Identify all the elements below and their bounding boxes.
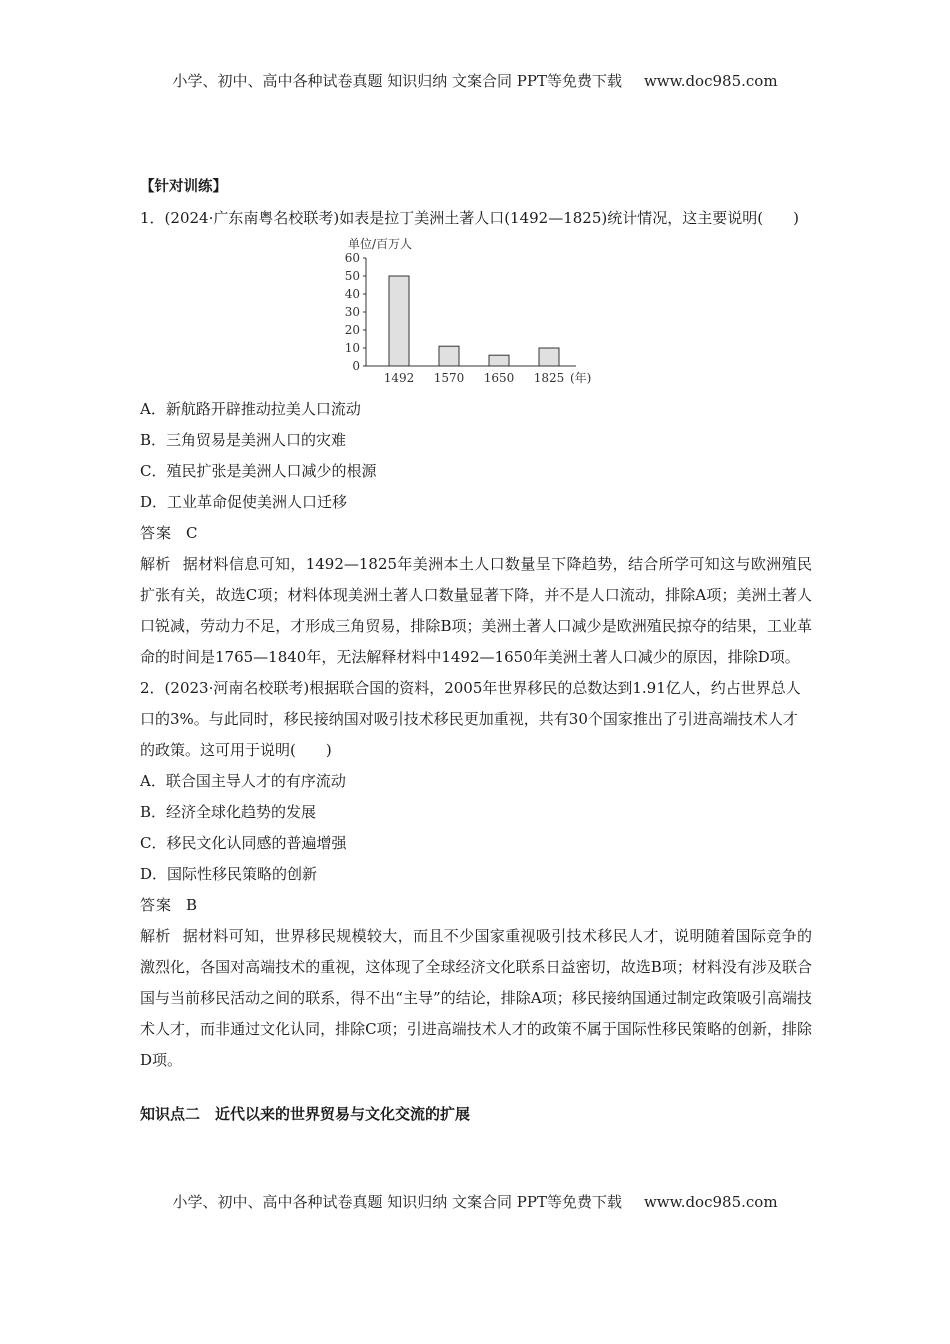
- q2-option-d: D．国际性移民策略的创新: [140, 865, 318, 883]
- x-tick-label: 1825: [533, 371, 565, 385]
- y-tick-label: 50: [344, 269, 360, 283]
- bar-1570: [439, 346, 459, 366]
- document-body: [140, 172, 812, 1130]
- x-tick-label: 1570: [433, 371, 465, 385]
- q2-option-a: A．联合国主导人才的有序流动: [140, 772, 346, 790]
- q1-analysis-text: 据材料信息可知，1492—1825年美洲本土人口数量呈下降趋势，结合所学可知这与欧洲殖民扩张有关，故选C项；材料体现美洲土著人口数量显著下降，并不是人口流动，排除A项；美洲土著人口锐减，劳动力不足，才形成三角贸易，排除B项；美洲土著人口减少是欧洲殖民掠夺的结果，工业革命的时间是1765—1840年，无法解释材料中1492—1650年美洲土著人口减少的原因，排除D项。: [140, 555, 812, 666]
- chart-xlabel: (年): [570, 371, 592, 385]
- q2-stem: 2．(2023·河南名校联考)根据联合国的资料，2005年世界移民的总数达到1.91亿人，约占世界总人口的3%。与此同时，移民接纳国对吸引技术移民更加重视，共有30个国家推出了引进高端技术人才的政策。这可用于说明( ): [140, 679, 801, 759]
- header-site[interactable]: www.doc985.com: [643, 72, 778, 90]
- y-tick-label: 0: [352, 359, 360, 373]
- y-tick-label: 60: [344, 251, 360, 265]
- q2-option-c: C．移民文化认同感的普遍增强: [140, 834, 347, 852]
- q1-stem: 1．(2024·广东南粤名校联考)如表是拉丁美洲土著人口(1492—1825)统计情况，这主要说明( ): [140, 209, 799, 227]
- y-tick-label: 40: [344, 287, 360, 301]
- q2-analysis: [140, 921, 812, 1076]
- x-tick-label: 1650: [483, 371, 515, 385]
- section-title: 【针对训练】: [140, 179, 227, 195]
- bar-1825: [539, 348, 559, 366]
- q1-option-a: A．新航路开辟推动拉美人口流动: [140, 400, 361, 418]
- y-tick-label: 30: [344, 305, 360, 319]
- footer-site[interactable]: www.doc985.com: [643, 1193, 778, 1211]
- q1-option-d: D．工业革命促使美洲人口迁移: [140, 493, 348, 511]
- y-tick-label: 10: [344, 341, 360, 355]
- knowledge-point-title: 知识点二 近代以来的世界贸易与文化交流的扩展: [140, 1105, 471, 1123]
- q2-answer-value: B: [186, 896, 198, 914]
- q1-analysis-label: 解析: [140, 555, 171, 573]
- q2-analysis-label: 解析: [140, 927, 171, 945]
- header-text: 小学、初中、高中各种试卷真题 知识归纳 文案合同 PPT等免费下载: [172, 72, 622, 90]
- q1-answer-value: C: [186, 524, 198, 542]
- bar-1492: [389, 276, 409, 366]
- page-footer: [0, 1191, 950, 1212]
- q1-answer-label: 答案: [140, 524, 173, 542]
- q2-answer-label: 答案: [140, 896, 173, 914]
- q1-answer: [140, 518, 812, 549]
- footer-text: 小学、初中、高中各种试卷真题 知识归纳 文案合同 PPT等免费下载: [172, 1193, 622, 1211]
- page-header: [0, 70, 950, 91]
- x-tick-label: 1492: [383, 371, 415, 385]
- bar-1650: [489, 355, 509, 366]
- q2-answer: [140, 890, 812, 921]
- q1-option-b: B．三角贸易是美洲人口的灾难: [140, 431, 347, 449]
- q2-option-b: B．经济全球化趋势的发展: [140, 803, 317, 821]
- q1-option-c: C．殖民扩张是美洲人口减少的根源: [140, 462, 377, 480]
- chart-ylabel: 单位/百万人: [348, 237, 413, 251]
- chart-svg: [336, 236, 626, 392]
- q1-analysis: [140, 549, 812, 673]
- population-chart: [140, 234, 812, 394]
- q2-analysis-text: 据材料可知，世界移民规模较大，而且不少国家重视吸引技术移民人才，说明随着国际竞争的激烈化，各国对高端技术的重视，这体现了全球经济文化联系日益密切，故选B项；材料没有涉及联合国与当前移民活动之间的联系，得不出“主导”的结论，排除A项；移民接纳国通过制定政策吸引高端技术人才，而非通过文化认同，排除C项；引进高端技术人才的政策不属于国际性移民策略的创新，排除D项。: [140, 927, 812, 1069]
- y-tick-label: 20: [344, 323, 360, 337]
